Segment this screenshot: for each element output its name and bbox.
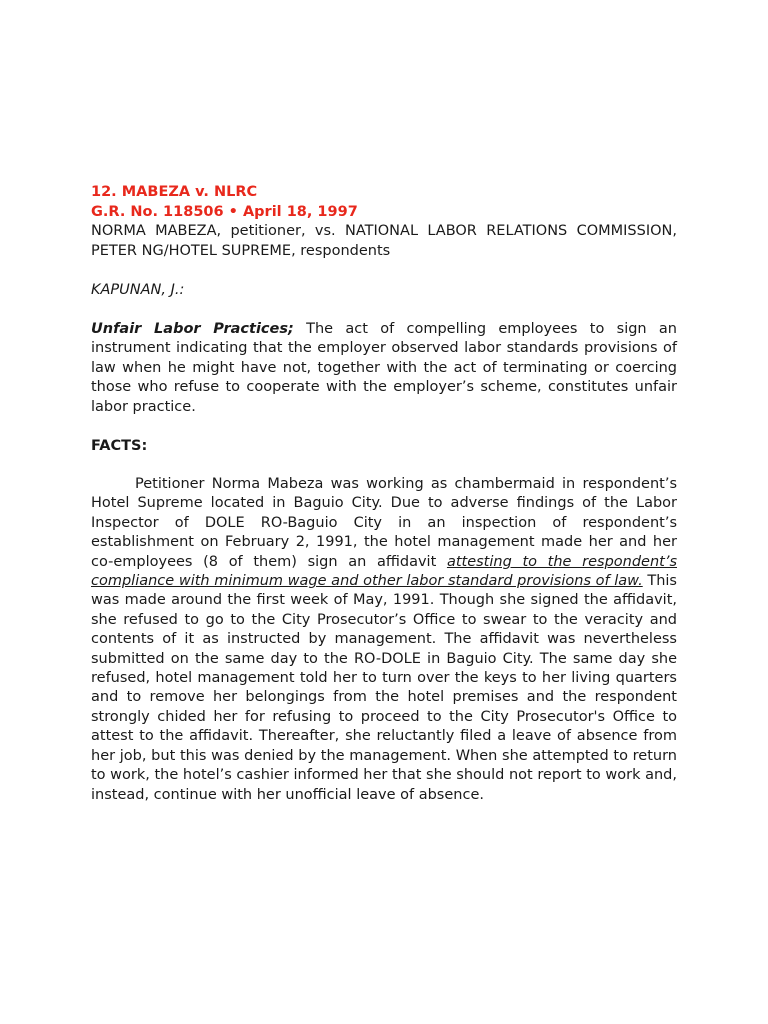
case-title: 12. MABEZA v. NLRC: [91, 184, 258, 200]
doctrine-paragraph: [91, 320, 677, 418]
facts-emphasis: attesting to the respondent’s compliance with minimum wage and other labor standard provisions of law.: [91, 553, 678, 590]
facts-heading: FACTS:: [91, 437, 148, 454]
document-page: [91, 183, 677, 805]
ponente: KAPUNAN, J.:: [91, 281, 185, 298]
facts-text-before: Petitioner Norma Mabeza was working as chambermaid in respondent’s Hotel Supreme located in Baguio City. Due to adverse findings of the Labor Inspector of DOLE RO-Baguio City in an inspection of respondent’s establishment on February 2, 1991, the hotel management made her and her co-employees (8 of them) sign an affidavit: [91, 476, 677, 570]
facts-text-after: This was made around the first week of May, 1991. Though she signed the affidavit, she refused to go to the City Prosecutor’s Office to swear to the veracity and contents of it as instructed by management. The affidavit was nevertheless submitted on the same day to the RO-DOLE in Baguio City. The same day she refused, hotel management told her to turn over the keys to her living quarters and to remove her belongings from the hotel premises and the respondent strongly chided her for refusing to proceed to the City Prosecutor's Office to attest to the affidavit. Thereafter, she reluctantly filed a leave of absence from her job, but this was denied by the management. When she attempted to return to work, the hotel’s cashier informed her that she should not report to work and, instead, continue with her unofficial leave of absence.: [91, 573, 677, 803]
case-gr-number: G.R. No. 118506 • April 18, 1997: [91, 203, 358, 220]
case-parties: [91, 222, 677, 261]
parties-line-2: PETER NG/HOTEL SUPREME, respondents: [91, 242, 391, 259]
doctrine-heading: Unfair Labor Practices;: [91, 320, 294, 337]
doctrine-text: The act of compelling employees to sign an instrument indicating that the employer observed labor standards provisions of law when he might have not, together with the act of terminating or coercing those who refuse to cooperate with the employer’s scheme, constitutes unfair labor practice.: [91, 320, 677, 415]
facts-paragraph: [91, 475, 677, 805]
parties-line-1: NORMA MABEZA, petitioner, vs. NATIONAL LABOR RELATIONS COMMISSION,: [91, 223, 677, 239]
